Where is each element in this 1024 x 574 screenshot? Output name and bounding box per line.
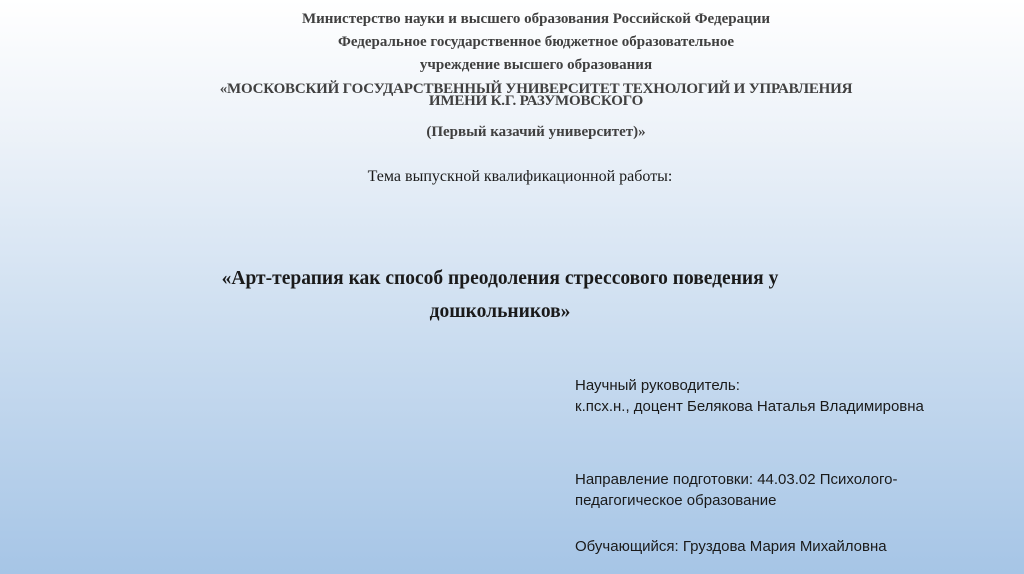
direction-line2: педагогическое образование — [575, 492, 777, 509]
direction-line1: Направление подготовки: 44.03.02 Психолого- — [575, 471, 898, 488]
thesis-title-line1: «Арт-терапия как способ преодоления стрессового поведения у — [221, 268, 779, 289]
university-name-line1: «МОСКОВСКИЙ ГОСУДАРСТВЕННЫЙ УНИВЕРСИТЕТ ТЕХНОЛОГИЙ И УПРАВЛЕНИЯ — [219, 81, 853, 97]
institution-type-line1: Федеральное государственное бюджетное образовательное — [337, 34, 735, 50]
student-name: Обучающийся: Груздова Мария Михайловна — [575, 538, 887, 555]
supervisor-name: к.псх.н., доцент Белякова Наталья Владимировна — [575, 398, 924, 415]
university-subtitle: (Первый казачий университет)» — [426, 124, 646, 140]
ministry-name: Министерство науки и высшего образования Российской Федерации — [301, 11, 771, 27]
direction-block — [575, 469, 1015, 511]
supervisor-label: Научный руководитель: — [575, 377, 740, 394]
supervisor-block — [575, 375, 1015, 417]
thesis-title-line2: дошкольников» — [429, 301, 571, 322]
thesis-theme-label: Тема выпускной квалификационной работы: — [367, 168, 673, 185]
thesis-title — [160, 262, 840, 328]
institution-header — [0, 8, 1024, 142]
institution-type-line2: учреждение высшего образования — [419, 57, 653, 73]
university-name-line2: ИМЕНИ К.Г. РАЗУМОВСКОГО — [428, 93, 644, 109]
